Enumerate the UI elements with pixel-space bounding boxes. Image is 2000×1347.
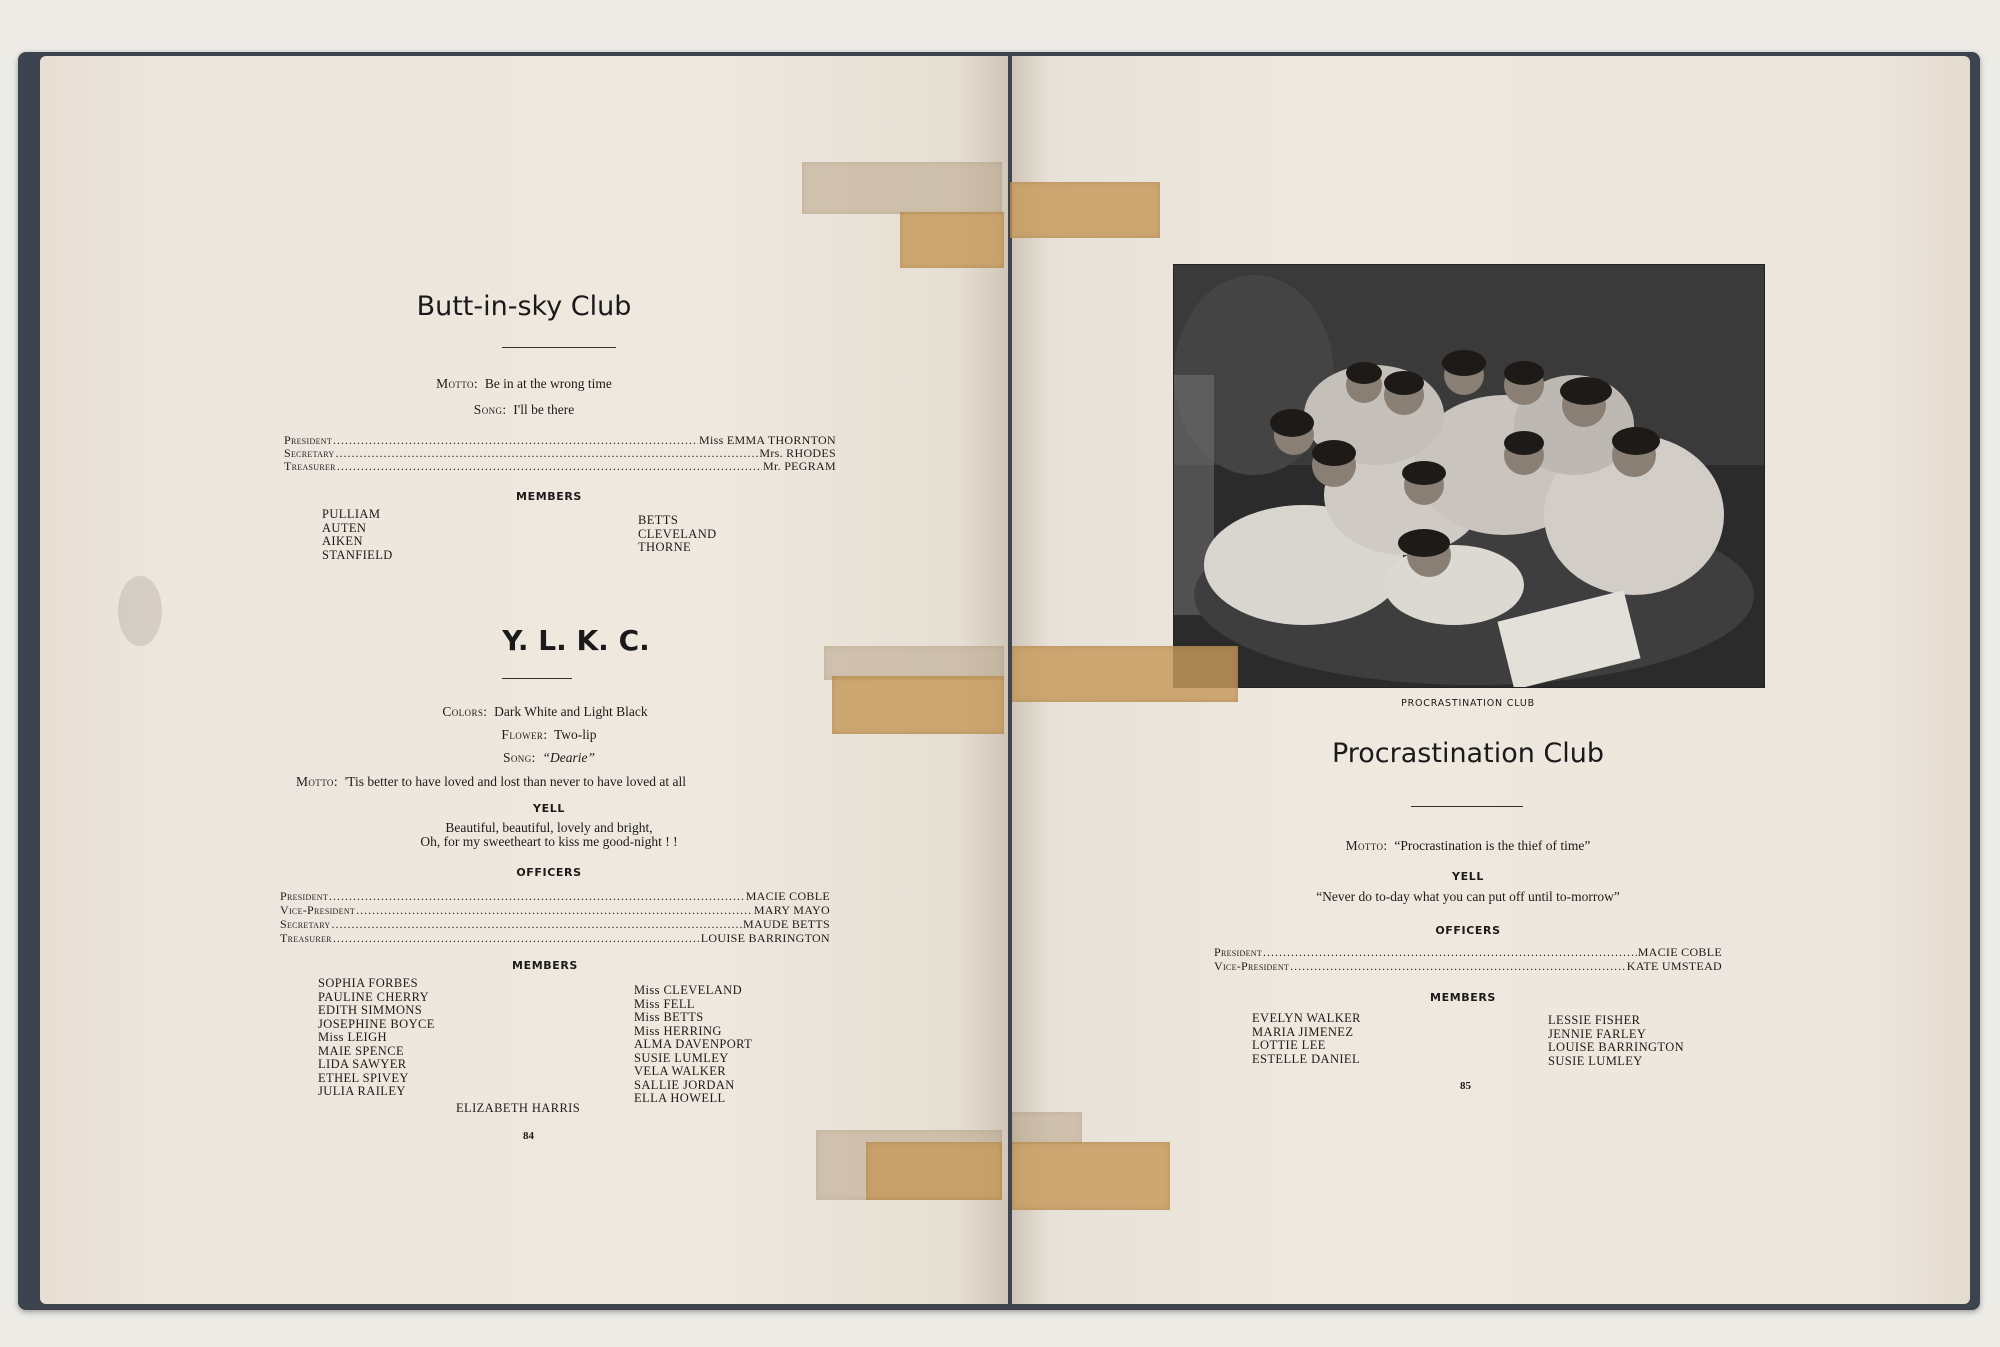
tape-strip xyxy=(1012,1112,1082,1144)
motto-label: Motto: xyxy=(436,376,479,391)
members-heading: MEMBERS xyxy=(1430,991,1496,1004)
member-name: AIKEN xyxy=(322,534,363,548)
butt-club-motto xyxy=(40,376,1008,392)
ylkc-motto: Motto: 'Tis better to have loved and lost than never to have loved at all xyxy=(296,774,686,789)
members-heading: MEMBERS xyxy=(512,959,578,972)
member-name: EVELYN WALKER xyxy=(1252,1011,1361,1025)
officers-heading: OFFICERS xyxy=(1435,924,1501,937)
member-name: SUSIE LUMLEY xyxy=(634,1050,729,1065)
member-name: LOTTIE LEE xyxy=(1252,1038,1326,1052)
member-name: VELA WALKER xyxy=(634,1064,727,1078)
member-name: LESSIE FISHER xyxy=(1548,1013,1641,1027)
members-column xyxy=(634,984,752,1106)
title-rule xyxy=(502,678,572,679)
member-name: ESTELLE DANIEL xyxy=(1252,1051,1361,1066)
tape-strip xyxy=(824,646,1004,680)
tape-strip xyxy=(866,1142,1002,1200)
procrastination-yell: “Never do to-day what you can put off until to-morrow” xyxy=(1316,889,1620,904)
tape-strip xyxy=(802,162,1002,214)
ylkc-colors: Colors: Dark White and Light Black xyxy=(442,704,648,719)
officer-row: Vice-President ..... MARY MAYO xyxy=(280,904,830,917)
member-name: LOUISE BARRINGTON xyxy=(1548,1040,1685,1054)
members-column xyxy=(322,508,393,562)
member-name: Miss CLEVELAND xyxy=(634,983,743,997)
member-name: ELLA HOWELL xyxy=(634,1091,726,1105)
member-name: BETTS xyxy=(638,513,679,527)
photo-caption: PROCRASTINATION CLUB xyxy=(1401,698,1535,709)
officer-row: Treasurer ..... LOUISE BARRINGTON xyxy=(280,932,830,945)
officer-row: Secretary ..... Mrs. RHODES xyxy=(284,447,836,460)
title-rule xyxy=(502,347,616,348)
member-name: EDITH SIMMONS xyxy=(318,1003,423,1017)
tape-strip xyxy=(1012,1142,1170,1210)
member-name: Miss FELL xyxy=(634,996,695,1011)
member-name: AUTEN xyxy=(322,520,367,535)
member-name: PAULINE CHERRY xyxy=(318,989,430,1004)
member-name: ALMA DAVENPORT xyxy=(634,1037,753,1051)
members-column xyxy=(1252,1012,1361,1066)
member-name: Miss BETTS xyxy=(634,1010,704,1024)
officer-row: President ..... MACIE COBLE xyxy=(1214,946,1722,959)
member-name: CLEVELAND xyxy=(638,526,717,541)
member-name: MARIA JIMENEZ xyxy=(1252,1024,1354,1039)
officer-row: President ..... Miss EMMA THORNTON xyxy=(284,434,836,447)
song-text: I'll be there xyxy=(513,402,575,417)
yell-heading: YELL xyxy=(533,802,565,815)
page-number: 84 xyxy=(523,1130,534,1142)
butt-club-song xyxy=(40,402,1008,418)
photo-image xyxy=(1174,265,1764,687)
member-name: STANFIELD xyxy=(322,547,393,562)
members-column xyxy=(318,977,435,1099)
title-rule xyxy=(1411,806,1523,807)
member-name: Miss LEIGH xyxy=(318,1030,387,1044)
procrastination-club-title: Procrastination Club xyxy=(1331,738,1605,769)
officer-row: Secretary ..... MAUDE BETTS xyxy=(280,918,830,931)
member-name: SUSIE LUMLEY xyxy=(1548,1053,1643,1068)
ylkc-yell xyxy=(40,821,1008,849)
ylkc-flower: Flower: Two-lip xyxy=(501,727,597,742)
butt-club-title: Butt-in-sky Club xyxy=(416,291,632,322)
members-column xyxy=(638,514,717,555)
member-name: LIDA SAWYER xyxy=(318,1057,407,1071)
members-heading: MEMBERS xyxy=(516,490,582,503)
member-name: PULLIAM xyxy=(322,507,381,521)
yell-heading: YELL xyxy=(1452,870,1484,883)
member-name: SALLIE JORDAN xyxy=(634,1077,735,1092)
officer-row: Vice-President ..... KATE UMSTEAD xyxy=(1214,960,1722,973)
officers-heading: OFFICERS xyxy=(516,866,582,879)
members-last: ELIZABETH HARRIS xyxy=(456,1101,581,1115)
member-name: JULIA RAILEY xyxy=(318,1084,406,1098)
ylkc-title: Y. L. K. C. xyxy=(502,624,650,657)
member-name: ETHEL SPIVEY xyxy=(318,1070,409,1085)
officer-row: President ..... MACIE COBLE xyxy=(280,890,830,903)
tape-strip xyxy=(1012,646,1238,702)
ylkc-song: Song: “Dearie” xyxy=(502,750,596,765)
member-name: JOSEPHINE BOYCE xyxy=(318,1016,435,1031)
song-label: Song: xyxy=(473,402,507,417)
club-photograph xyxy=(1173,264,1765,688)
yell-line: Oh, for my sweetheart to kiss me good-night ! ! xyxy=(420,834,678,849)
members-column xyxy=(1548,1014,1684,1068)
tape-strip xyxy=(832,676,1004,734)
member-name: Miss HERRING xyxy=(634,1023,722,1038)
procrastination-motto: Motto: “Procrastination is the thief of time” xyxy=(1345,838,1591,853)
motto-text: Be in at the wrong time xyxy=(484,376,612,391)
member-name: THORNE xyxy=(638,540,692,554)
tape-strip xyxy=(900,212,1004,268)
yell-line: Beautiful, beautiful, lovely and bright, xyxy=(445,820,653,835)
member-name: MAIE SPENCE xyxy=(318,1043,405,1058)
tape-strip xyxy=(1010,182,1160,238)
officer-row: Treasurer ..... Mr. PEGRAM xyxy=(284,460,836,473)
page-number: 85 xyxy=(1460,1080,1471,1092)
member-name: SOPHIA FORBES xyxy=(318,976,419,990)
member-name: JENNIE FARLEY xyxy=(1548,1026,1647,1041)
